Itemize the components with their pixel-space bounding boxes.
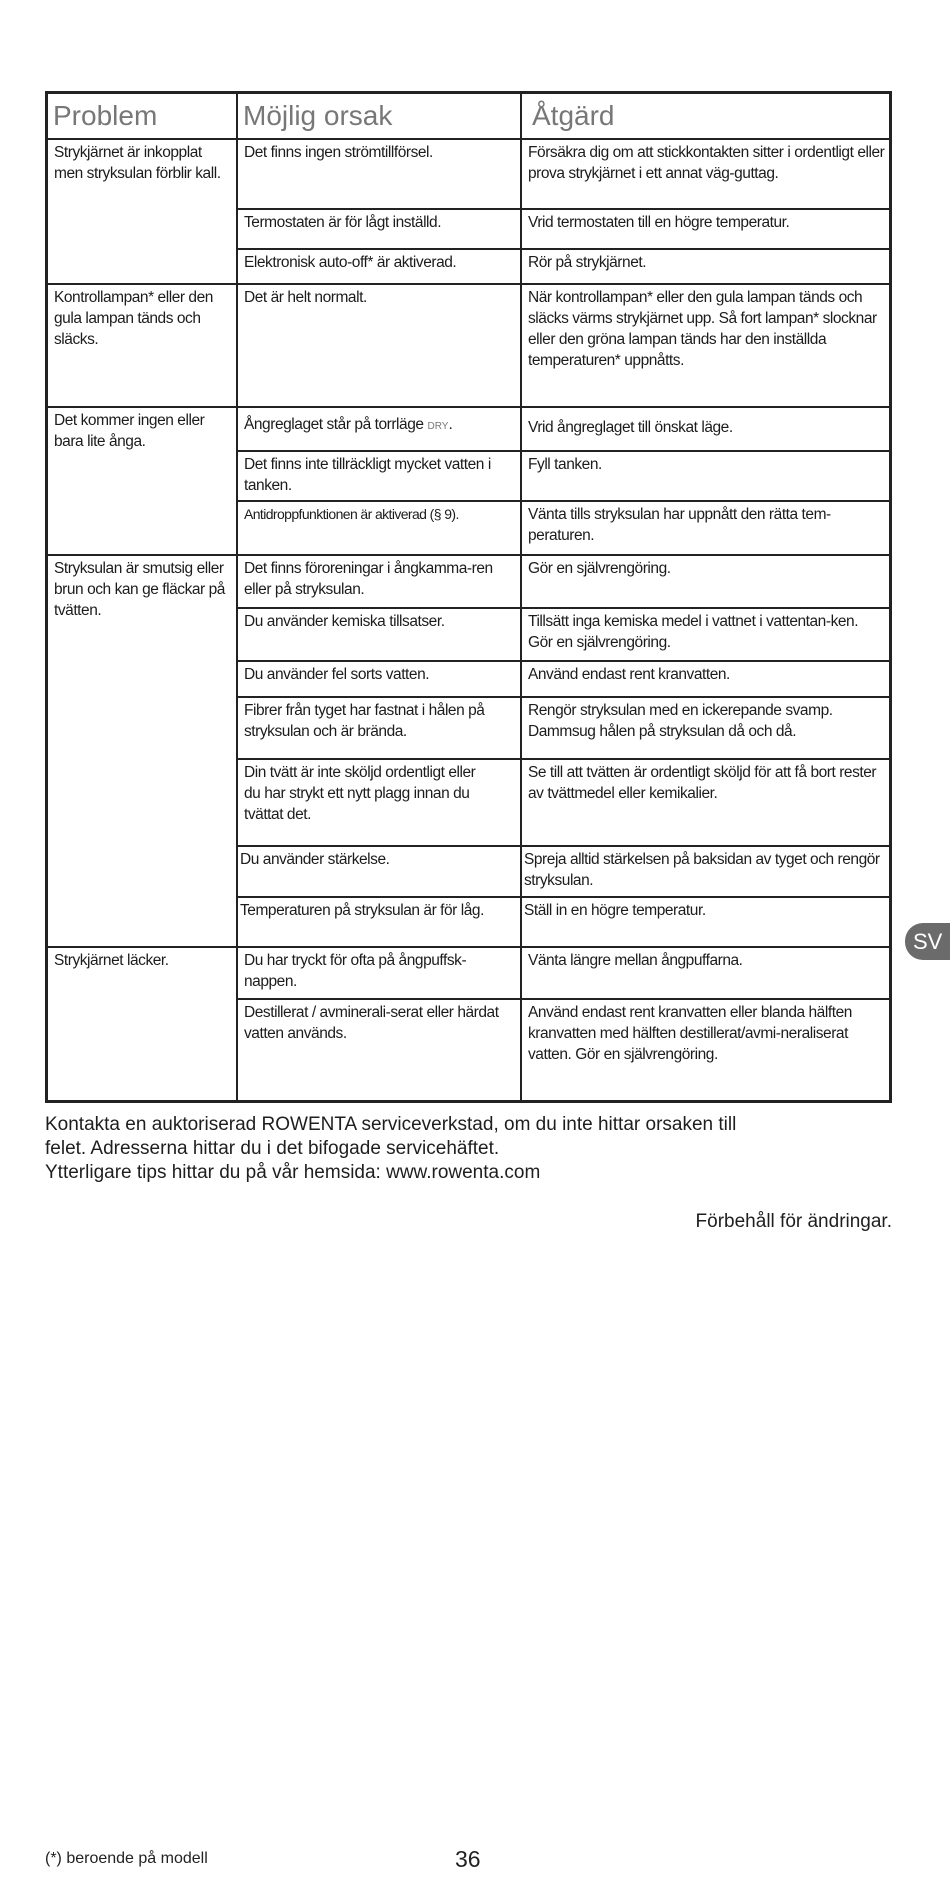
- language-tab: SV: [905, 923, 950, 960]
- cause-cell: Det är helt normalt.: [244, 289, 367, 306]
- cause-cell: Destillerat / avminerali-serat eller härdat vatten används.: [244, 1004, 499, 1042]
- cause-cell: Din tvätt är inte sköljd ordentligt eller du har strykt ett nytt plagg innan du tvättat det.: [244, 764, 476, 823]
- cause-cell: Antidroppfunktionen är aktiverad (§ 9).: [244, 506, 459, 522]
- cause-cell: Temperaturen på stryksulan är för låg.: [240, 902, 484, 919]
- action-cell: Vänta tills stryksulan har uppnått den rätta tem-peraturen.: [528, 506, 831, 544]
- action-cell: Ställ in en högre temperatur.: [524, 902, 706, 919]
- cause-cell: Du använder stärkelse.: [240, 851, 390, 868]
- action-cell: Vrid ångreglaget till önskat läge.: [528, 419, 733, 436]
- problem-cell: Stryksulan är smutsig eller brun och kan ge fläckar på tvätten.: [54, 560, 225, 619]
- cause-cell: Du har tryckt för ofta på ångpuffsk-nappen.: [244, 952, 467, 990]
- reservation-note: Förbehåll för ändringar.: [695, 1211, 892, 1232]
- problem-cell: Kontrollampan* eller den gula lampan tänds och släcks.: [54, 289, 213, 348]
- troubleshooting-table: [45, 91, 892, 1103]
- header-action: Åtgärd: [532, 100, 615, 131]
- cause-cell: [238, 412, 520, 437]
- action-cell: Spreja alltid stärkelsen på baksidan av tyget och rengör stryksulan.: [524, 851, 880, 889]
- header-problem: Problem: [53, 100, 158, 131]
- tips-line: Ytterligare tips hittar du på vår hemsida: www.rowenta.com: [45, 1162, 541, 1183]
- action-cell: Rör på strykjärnet.: [528, 254, 647, 271]
- action-cell: Fyll tanken.: [528, 456, 602, 473]
- action-cell: Vrid termostaten till en högre temperatur.: [528, 214, 790, 231]
- cause-cell: Du använder fel sorts vatten.: [244, 666, 430, 683]
- cause-cell: Du använder kemiska tillsatser.: [244, 613, 445, 630]
- action-cell: Se till att tvätten är ordentligt sköljd för att få bort rester av tvättmedel eller kemikalier.: [528, 764, 877, 802]
- cause-suffix: .: [448, 416, 453, 433]
- action-cell: När kontrollampan* eller den gula lampan tänds och släcks värms strykjärnet upp. Så fort lampan* slocknar eller den gröna lampan tänds har den inställda temperaturen* uppnåtts.: [528, 289, 877, 369]
- header-cause: Möjlig orsak: [243, 100, 393, 131]
- page-number: 36: [455, 1846, 481, 1872]
- cause-cell: Det finns föroreningar i ångkamma-ren eller på stryksulan.: [244, 560, 493, 598]
- action-cell: Använd endast rent kranvatten eller blanda hälften kranvatten med hälften destillerat/avmi-neraliserat vatten. Gör en självrengöring.: [528, 1004, 852, 1063]
- cause-cell: Det finns ingen strömtillförsel.: [244, 144, 433, 161]
- action-cell: Rengör stryksulan med en ickerepande svamp. Dammsug hålen på stryksulan då och då.: [528, 702, 833, 740]
- action-cell: Vänta längre mellan ångpuffarna.: [528, 952, 743, 969]
- cause-text: Ångreglaget står på torrläge: [244, 416, 424, 433]
- contact-line-1: Kontakta en auktoriserad ROWENTA serviceverkstad, om du inte hittar orsaken till: [45, 1114, 737, 1135]
- problem-cell: Strykjärnet är inkopplat men stryksulan förblir kall.: [54, 144, 221, 182]
- contact-line-2: felet. Adresserna hittar du i det bifogade servicehäftet.: [45, 1138, 500, 1159]
- action-cell: Gör en självrengöring.: [528, 560, 671, 577]
- footnote: (*) beroende på modell: [45, 1850, 208, 1867]
- problem-cell: Det kommer ingen eller bara lite ånga.: [54, 412, 205, 450]
- problem-cell: Strykjärnet läcker.: [54, 952, 169, 969]
- dry-steam-icon: DRY: [427, 421, 449, 432]
- cause-cell: Elektronisk auto-off* är aktiverad.: [244, 254, 457, 271]
- action-cell: Tillsätt inga kemiska medel i vattnet i vattentan-ken. Gör en självrengöring.: [528, 613, 859, 651]
- action-cell: Använd endast rent kranvatten.: [528, 666, 730, 683]
- action-cell: Försäkra dig om att stickkontakten sitter i ordentligt eller prova strykjärnet i ett annat väg-guttag.: [528, 144, 885, 182]
- cause-cell: Fibrer från tyget har fastnat i hålen på stryksulan och är brända.: [244, 702, 485, 740]
- cause-cell: Det finns inte tillräckligt mycket vatten i tanken.: [244, 456, 491, 494]
- cause-cell: Termostaten är för lågt inställd.: [244, 214, 442, 231]
